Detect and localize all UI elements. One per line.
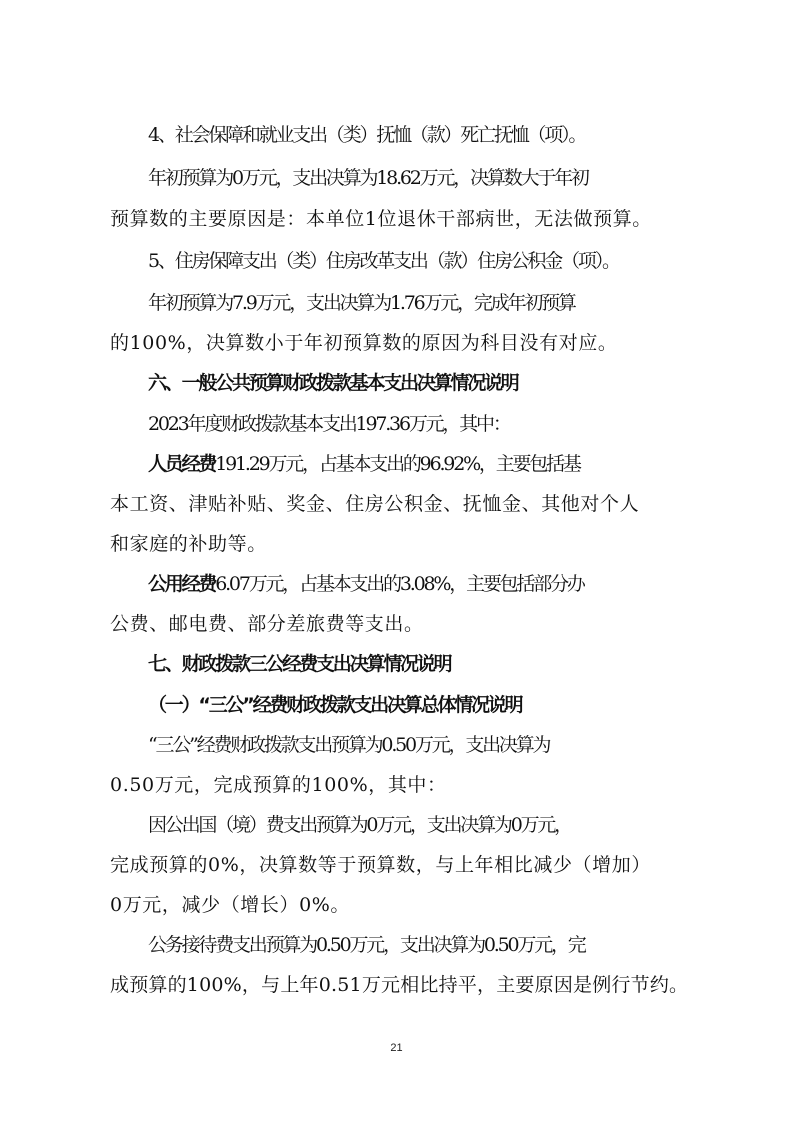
paragraph-line: 成预算的100%，与上年0.51万元相比持平，主要原因是例行节约。: [110, 974, 689, 996]
section-heading: 七、财政拨款三公经费支出决算情况说明: [148, 653, 451, 675]
paragraph-line: 0.50万元，完成预算的100%，其中：: [110, 774, 447, 796]
paragraph-line: [148, 571, 728, 597]
paragraph-line: 因公出国（境）费支出预算为0万元，支出决算为0万元，: [148, 814, 571, 836]
paragraph-line: [148, 451, 728, 477]
paragraph-line: 5、住房保障支出（类）住房改革支出（款）住房公积金（项）。: [148, 250, 619, 272]
paragraph-line: 公费、邮电费、部分差旅费等支出。: [110, 613, 424, 635]
paragraph-line: 和家庭的补助等。: [110, 533, 267, 555]
paragraph-line: 年初预算为7.9万元，支出决算为1.76万元，完成年初预算: [148, 292, 575, 314]
paragraph-line: 4、社会保障和就业支出（类）抚恤（款）死亡抚恤（项）。: [148, 124, 586, 146]
page-number: 21: [390, 1042, 403, 1054]
paragraph-line: 年初预算为0万元，支出决算为18.62万元，决算数大于年初: [148, 167, 588, 189]
paragraph-line: 公务接待费支出预算为0.50万元，支出决算为0.50万元，完: [148, 934, 585, 956]
subsection-heading: （一）“三公”经费财政拨款支出决算总体情况说明: [148, 694, 522, 716]
paragraph-line: 完成预算的0%，决算数等于预算数，与上年相比减少（增加）: [110, 854, 651, 876]
public-expense-text: 6.07万元，占基本支出的3.08%，主要包括部分办: [215, 573, 584, 595]
paragraph-line: 预算数的主要原因是：本单位1位退休干部病世，无法做预算。: [110, 208, 652, 230]
paragraph-line: 本工资、津贴补贴、奖金、住房公积金、抚恤金、其他对个人: [110, 493, 640, 515]
personnel-expense-text: 191.29万元，占基本支出的96.92%，主要包括基: [215, 453, 580, 475]
paragraph-line: “三公”经费财政拨款支出预算为0.50万元，支出决算为: [148, 734, 550, 756]
section-heading: 六、一般公共预算财政拨款基本支出决算情况说明: [148, 372, 518, 394]
paragraph-line: 2023年度财政拨款基本支出197.36万元，其中：: [148, 413, 510, 435]
personnel-expense-label: 人员经费: [148, 453, 216, 475]
paragraph-line: 的100%，决算数小于年初预算数的原因为科目没有对应。: [110, 332, 618, 354]
public-expense-label: 公用经费: [148, 573, 216, 595]
paragraph-line: 0万元，减少（增长）0%。: [110, 894, 351, 916]
